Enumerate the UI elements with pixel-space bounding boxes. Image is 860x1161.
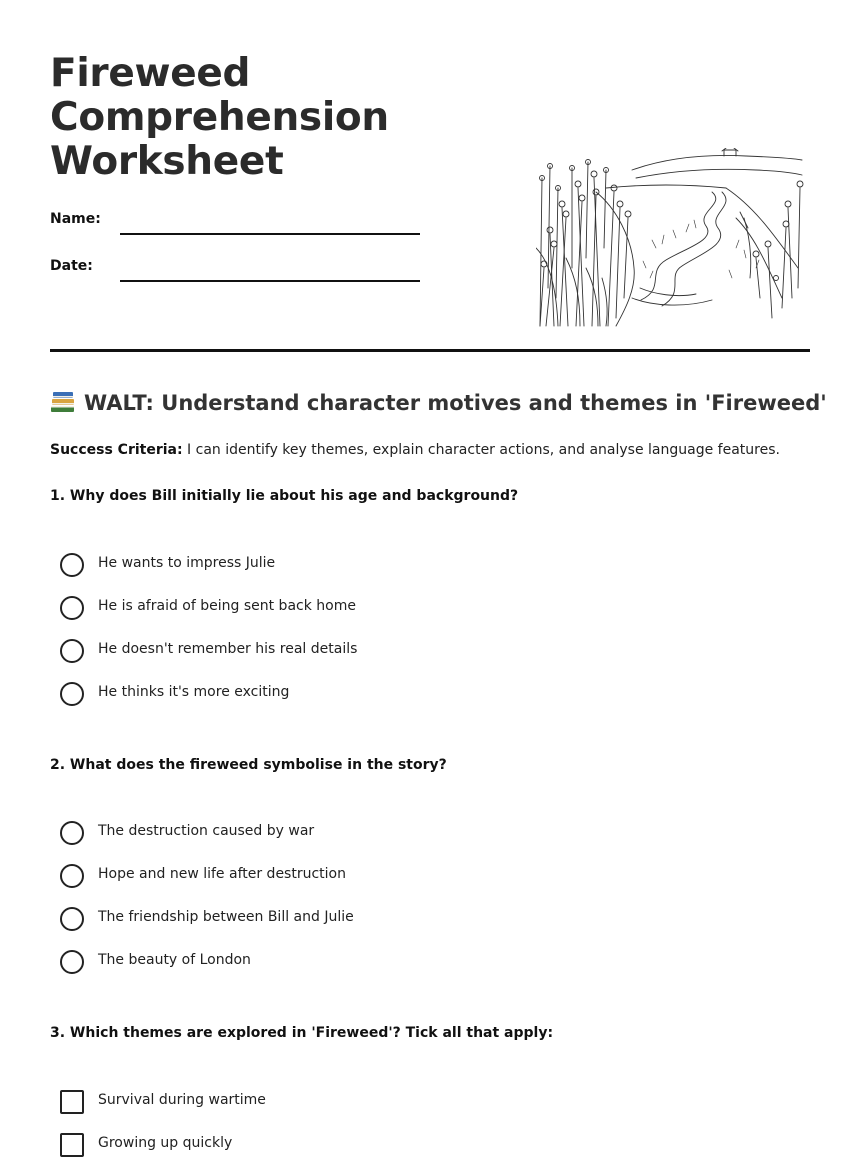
title-line: Fireweed [50, 51, 251, 96]
checkbox[interactable] [60, 1090, 84, 1114]
question-3: 3. Which themes are explored in 'Fireweed'? Tick all that apply: [50, 1025, 554, 1041]
title-line: Worksheet [50, 139, 284, 184]
name-label: Name: [50, 211, 101, 227]
worksheet-page [50, 0, 827, 1161]
radio-button[interactable] [60, 821, 84, 845]
date-label: Date: [50, 258, 93, 274]
option-label: He thinks it's more exciting [98, 684, 290, 700]
radio-button[interactable] [60, 907, 84, 931]
worksheet-title [50, 52, 510, 184]
countryside-landscape-sketch [536, 148, 804, 328]
radio-button[interactable] [60, 682, 84, 706]
success-criteria-label: Success Criteria: [50, 442, 183, 458]
date-field[interactable] [50, 258, 420, 288]
name-field[interactable] [50, 211, 420, 241]
radio-button[interactable] [60, 596, 84, 620]
success-criteria-text: I can identify key themes, explain character actions, and analyse language features. [182, 442, 780, 458]
title-line: Comprehension [50, 95, 389, 140]
radio-button[interactable] [60, 950, 84, 974]
option-label: The friendship between Bill and Julie [98, 909, 354, 925]
radio-button[interactable] [60, 639, 84, 663]
checkbox[interactable] [60, 1133, 84, 1157]
option-label: Survival during wartime [98, 1092, 266, 1108]
option-label: Hope and new life after destruction [98, 866, 346, 882]
walt-text: WALT: Understand character motives and themes in 'Fireweed' [84, 391, 827, 415]
radio-button[interactable] [60, 864, 84, 888]
date-line[interactable] [120, 280, 420, 282]
section-divider [50, 349, 810, 352]
option-label: He is afraid of being sent back home [98, 598, 356, 614]
option-label: Growing up quickly [98, 1135, 233, 1151]
name-line[interactable] [120, 233, 420, 235]
option-label: The destruction caused by war [98, 823, 315, 839]
success-criteria [50, 442, 780, 458]
radio-button[interactable] [60, 553, 84, 577]
books-icon [50, 390, 76, 414]
option-label: He wants to impress Julie [98, 555, 276, 571]
option-label: He doesn't remember his real details [98, 641, 358, 657]
option-label: The beauty of London [98, 952, 251, 968]
question-2: 2. What does the fireweed symbolise in the story? [50, 757, 447, 773]
question-1: 1. Why does Bill initially lie about his age and background? [50, 488, 519, 504]
walt-heading [50, 390, 827, 415]
